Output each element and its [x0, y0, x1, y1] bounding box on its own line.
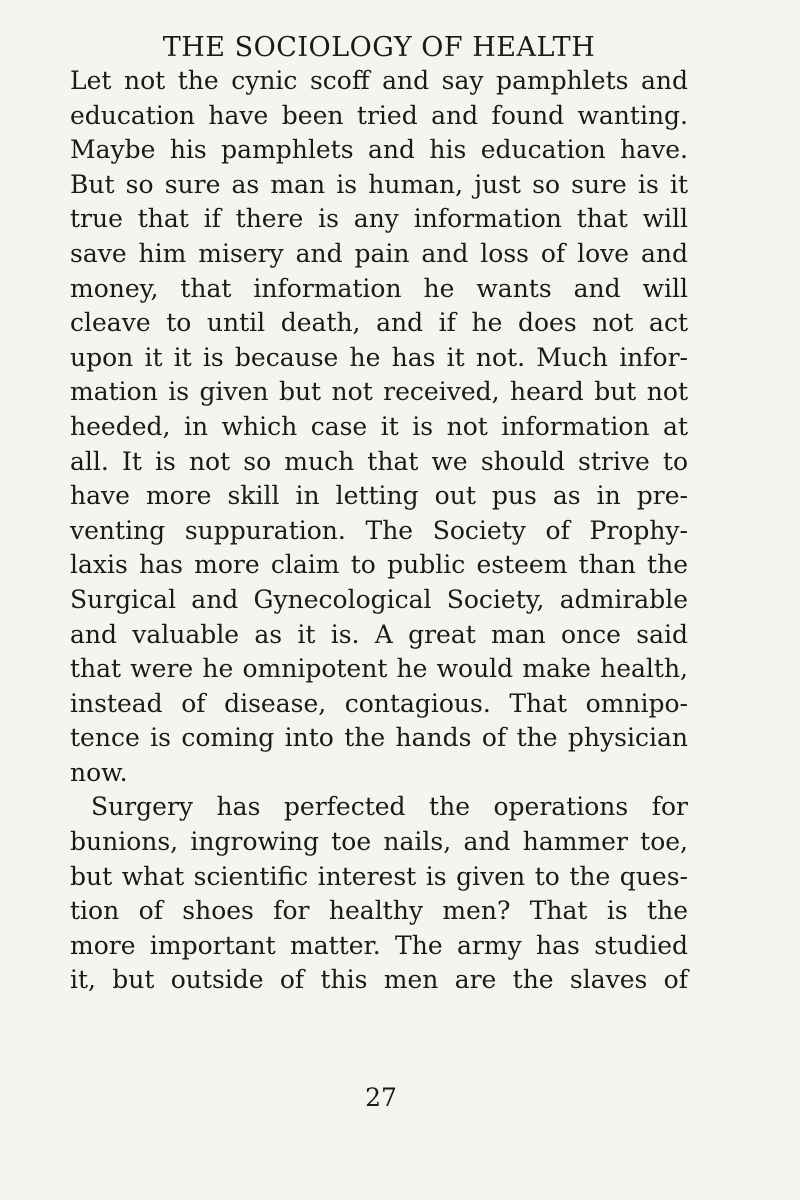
text-line: have more skill in letting out pus as in pre-	[70, 481, 688, 511]
text-line: true that if there is any information that will	[70, 204, 688, 234]
text-line: tion of shoes for healthy men? That is the	[70, 896, 688, 926]
paragraph-1	[70, 64, 688, 790]
text-line: mation is given but not received, heard but not	[70, 377, 688, 407]
text-line: But so sure as man is human, just so sure is it	[70, 169, 688, 199]
running-head	[0, 32, 800, 64]
page-number	[0, 1082, 800, 1114]
text-line: education have been tried and found wanting.	[70, 100, 688, 130]
text-line: but what scientific interest is given to the ques-	[70, 861, 688, 891]
text-line: money, that information he wants and will	[70, 273, 688, 303]
text-line: instead of disease, contagious. That omnipo-	[70, 688, 688, 718]
text-line: upon it it is because he has it not. Much infor-	[70, 342, 688, 372]
text-line: laxis has more claim to public esteem than the	[70, 550, 688, 580]
text-line: Surgery has perfected the operations for	[91, 792, 688, 822]
text-line: it, but outside of this men are the slaves of	[70, 965, 688, 995]
body-text	[70, 64, 688, 998]
text-line: that were he omnipotent he would make health,	[70, 654, 688, 684]
text-line: more important matter. The army has studied	[70, 930, 688, 960]
text-line: bunions, ingrowing toe nails, and hammer toe,	[70, 827, 688, 857]
text-line: all. It is not so much that we should strive to	[70, 446, 688, 476]
text-line: tence is coming into the hands of the physician	[70, 723, 688, 753]
text-line: now.	[70, 757, 128, 787]
text-line: heeded, in which case it is not information at	[70, 411, 688, 441]
page-number-text: 27	[365, 1083, 397, 1112]
paragraph-2	[70, 790, 688, 998]
text-line: Let not the cynic scoff and say pamphlets and	[70, 66, 688, 95]
text-line: save him misery and pain and loss of love and	[70, 238, 688, 268]
text-line: and valuable as it is. A great man once said	[70, 619, 688, 649]
text-line: Surgical and Gynecological Society, admirable	[70, 584, 688, 614]
running-head-text: THE SOCIOLOGY OF HEALTH	[162, 32, 596, 63]
text-line: venting suppuration. The Society of Prophy-	[70, 515, 688, 545]
text-line: cleave to until death, and if he does not act	[70, 308, 688, 338]
text-line: Maybe his pamphlets and his education have.	[70, 135, 688, 165]
